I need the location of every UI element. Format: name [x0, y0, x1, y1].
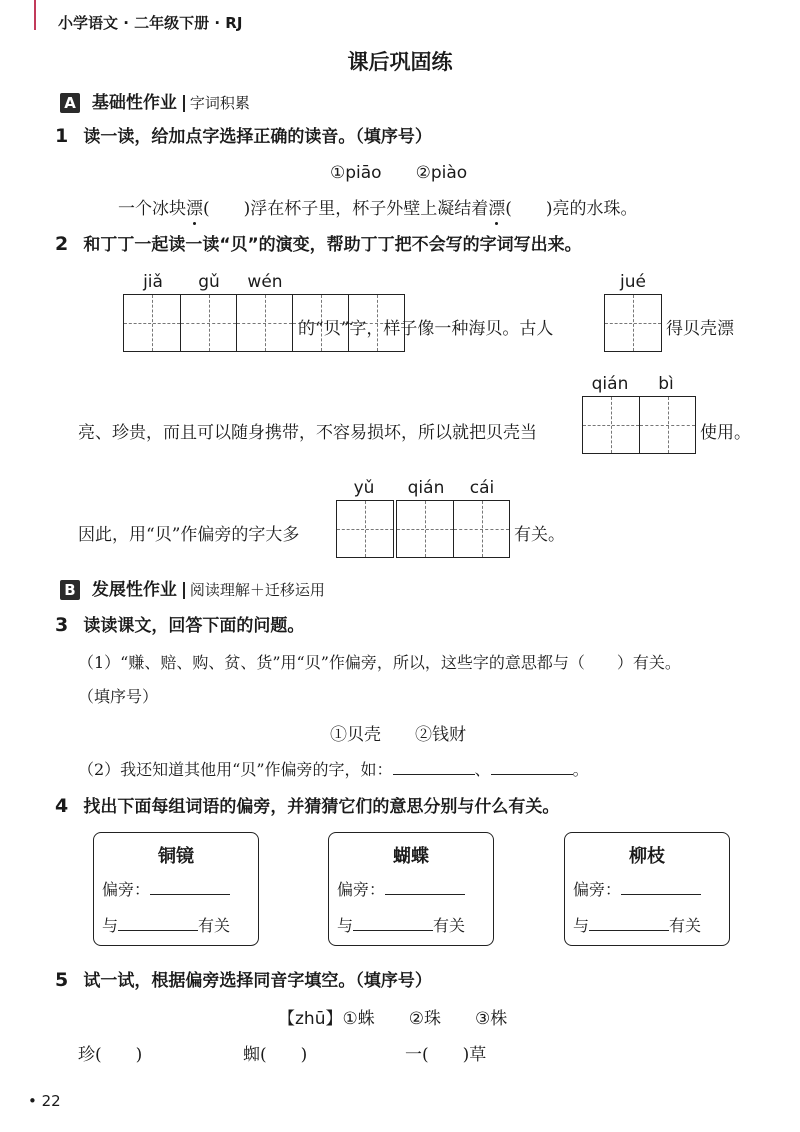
radical-blank[interactable]	[621, 894, 701, 895]
pinyin-yu: yǔ	[353, 478, 375, 498]
question-4-number: 4	[55, 795, 69, 817]
related-label: 有关	[198, 916, 231, 935]
word-label: 铜镜	[158, 846, 194, 867]
passage-line2-start: 亮、珍贵，而且可以随身携带，不容易损坏，所以就把贝壳当	[78, 423, 537, 443]
section-b-heading	[60, 575, 325, 600]
question-1-heading	[55, 122, 432, 147]
question-4-heading	[55, 792, 559, 817]
section-a-title: 基础性作业	[91, 93, 177, 113]
question-1-sentence	[118, 194, 638, 219]
grid-cell[interactable]	[124, 295, 180, 351]
pinyin-jia: jiǎ	[143, 272, 163, 292]
passage-line3-start: 因此，用“贝”作偏旁的字大多	[78, 525, 300, 545]
with-label: 与	[102, 916, 119, 935]
question-5-item-3: 一( )草	[405, 1045, 487, 1065]
divider	[183, 582, 185, 599]
with-label: 与	[573, 916, 590, 935]
question-5-item-1: 珍( )	[78, 1045, 143, 1065]
answer-blank[interactable]	[491, 774, 573, 775]
radical-line	[337, 877, 465, 900]
meaning-line	[102, 913, 230, 936]
grid-cell[interactable]	[639, 397, 695, 453]
passage-line1-mid: 的“贝”字，样子像一种海贝。古人	[298, 319, 554, 339]
sentence-part: ( )浮在杯子里，杯子外壁上凝结着	[203, 199, 489, 219]
question-1-options: ①piāo ②piào	[330, 163, 468, 183]
word-label: 蝴蝶	[393, 846, 429, 867]
question-3-part2	[78, 757, 589, 780]
pinyin-wen: wén	[247, 272, 283, 292]
section-b-title: 发展性作业	[91, 580, 177, 600]
question-5-item-2: 蜘( )	[243, 1045, 308, 1065]
pinyin-jue: jué	[620, 272, 646, 292]
related-label: 有关	[433, 916, 466, 935]
question-2-number: 2	[55, 233, 69, 255]
word-label: 柳枝	[629, 846, 665, 867]
sentence-part: 一个冰块	[118, 199, 186, 219]
word-box-2	[328, 832, 494, 946]
dotted-char: 漂	[186, 199, 203, 219]
with-label: 与	[337, 916, 354, 935]
meaning-blank[interactable]	[589, 930, 669, 931]
writing-grid-yu[interactable]	[336, 500, 394, 558]
radical-blank[interactable]	[385, 894, 465, 895]
writing-grid-qianbi[interactable]	[582, 396, 696, 454]
separator: 、	[474, 760, 491, 779]
question-3-prompt: 读读课文，回答下面的问题。	[83, 616, 305, 636]
pinyin-bi: bì	[658, 374, 674, 394]
radical-line	[573, 877, 701, 900]
end-mark: 。	[572, 760, 589, 779]
question-3-part1-note: （填序号）	[78, 687, 159, 706]
meaning-line	[573, 913, 701, 936]
question-3-number: 3	[55, 614, 69, 636]
question-3-options: ①贝壳 ②钱财	[330, 725, 466, 745]
section-a-subtitle: 字词积累	[189, 94, 250, 112]
question-3-heading	[55, 611, 304, 636]
section-a-heading	[60, 88, 250, 113]
grid-cell[interactable]	[180, 295, 236, 351]
radical-blank[interactable]	[150, 894, 230, 895]
dotted-char: 漂	[488, 199, 506, 219]
question-1-number: 1	[55, 125, 69, 147]
writing-grid-qiancai[interactable]	[396, 500, 510, 558]
grid-cell[interactable]	[337, 501, 393, 557]
book-header: 小学语文 · 二年级下册 · RJ	[58, 14, 243, 32]
pinyin-cai: cái	[469, 478, 495, 498]
radical-label: 偏旁：	[102, 880, 151, 899]
passage-line3-end: 有关。	[514, 525, 565, 545]
meaning-blank[interactable]	[118, 930, 198, 931]
section-a-badge: A	[60, 93, 80, 113]
pinyin-qian2: qián	[407, 478, 445, 498]
pinyin-qian: qián	[591, 374, 629, 394]
radical-label: 偏旁：	[573, 880, 622, 899]
question-3-part1: （1）“赚、赔、购、贫、货”用“贝”作偏旁，所以，这些字的意思都与（ ）有关。	[78, 653, 681, 672]
question-5-options: 【zhū】①蛛 ②珠 ③株	[278, 1009, 508, 1029]
divider	[183, 95, 185, 112]
question-3-part2-text: （2）我还知道其他用“贝”作偏旁的字，如：	[78, 760, 393, 779]
section-b-subtitle: 阅读理解＋迁移运用	[189, 581, 325, 599]
word-box-1	[93, 832, 259, 946]
radical-line	[102, 877, 230, 900]
word-box-3	[564, 832, 730, 946]
meaning-line	[337, 913, 465, 936]
related-label: 有关	[669, 916, 702, 935]
question-5-prompt: 试一试，根据偏旁选择同音字填空。（填序号）	[83, 971, 432, 991]
question-2-prompt: 和丁丁一起读一读“贝”的演变，帮助丁丁把不会写的字词写出来。	[83, 235, 582, 255]
grid-cell[interactable]	[397, 501, 453, 557]
meaning-blank[interactable]	[353, 930, 433, 931]
passage-line2-end: 使用。	[700, 423, 751, 443]
grid-cell[interactable]	[236, 295, 292, 351]
grid-cell[interactable]	[583, 397, 639, 453]
grid-cell[interactable]	[453, 501, 509, 557]
question-5-number: 5	[55, 969, 69, 991]
grid-cell[interactable]	[605, 295, 661, 351]
corner-decoration	[34, 0, 36, 30]
writing-grid-jue[interactable]	[604, 294, 662, 352]
passage-line1-end: 得贝壳漂	[666, 319, 734, 339]
question-2-heading	[55, 230, 582, 255]
page-title: 课后巩固练	[347, 50, 453, 74]
question-4-prompt: 找出下面每组词语的偏旁，并猜猜它们的意思分别与什么有关。	[83, 797, 560, 817]
page-number: • 22	[28, 1092, 61, 1110]
radical-label: 偏旁：	[337, 880, 386, 899]
sentence-part: ( )亮的水珠。	[505, 199, 638, 219]
question-1-prompt: 读一读，给加点字选择正确的读音。（填序号）	[83, 127, 432, 147]
answer-blank[interactable]	[393, 774, 475, 775]
pinyin-gu: gǔ	[198, 272, 220, 292]
question-5-heading	[55, 966, 432, 991]
section-b-badge: B	[60, 580, 80, 600]
